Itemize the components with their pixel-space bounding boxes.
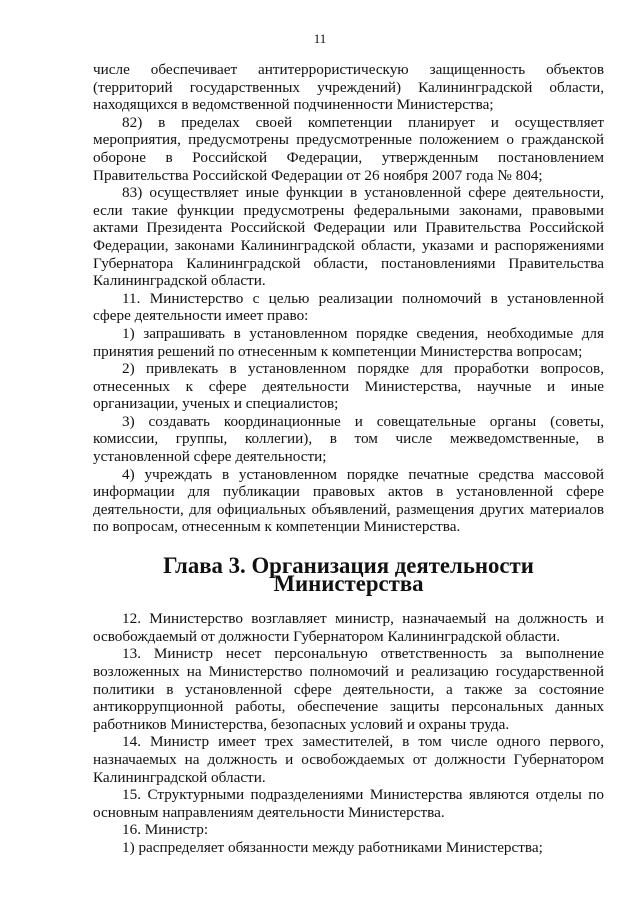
paragraph-right-3: 3) создавать координационные и совещательные органы (советы, комиссии, группы, коллегии), в том числе межведомственные, в установленной сфере деятельности; bbox=[93, 412, 604, 466]
paragraph-right-1: 1) запрашивать в установленном порядке сведения, необходимые для принятия решений по отнесенным к компетенции Министерства вопросам; bbox=[93, 324, 604, 360]
paragraph-clause-12: 12. Министерство возглавляет министр, назначаемый на должность и освобождаемый от должности Губернатором Калининградской области. bbox=[93, 610, 604, 645]
paragraph-clause-16: 16. Министр: bbox=[122, 821, 209, 839]
paragraph-clause-14: 14. Министр имеет трех заместителей, в том числе одного первого, назначаемых на должность и освобождаемых от должности Губернатором Калининградской области. bbox=[93, 733, 604, 786]
paragraph-right-4: 4) учреждать в установленном порядке печатные средства массовой информации для публикации правовых актов в установленной сфере деятельности, для официальных объявлений, размещения других материалов по вопросам, отнесенным к компетенции Министерства. bbox=[93, 465, 604, 536]
paragraph-continuation: числе обеспечивает антитеррористическую защищенность объектов (территорий государственных учреждений) Калининградской области, находящихся в ведомственной подчиненности Министерства; bbox=[93, 61, 604, 114]
paragraph-clause-13: 13. Министр несет персональную ответственность за выполнение возложенных на Министерство полномочий и реализацию государственной политики в установленной сфере деятельности, а также за состояние антикоррупционной работы, обеспечение защиты персональных данных работников Министерства, безопасных условий и охраны труда. bbox=[93, 645, 604, 733]
paragraph-item-82: 82) в пределах своей компетенции планирует и осуществляет мероприятия, предусмотрены предусмотренные положением о гражданской обороне в Российской Федерации, утвержденным постановлением Правительства Российской Федерации от 26 ноября 2007 года № 804; bbox=[93, 113, 604, 184]
paragraph-clause-11: 11. Министерство с целью реализации полномочий в установленной сфере деятельности имеет право: bbox=[93, 289, 604, 325]
paragraph-item-83: 83) осуществляет иные функции в установленной сфере деятельности, если такие функции предусмотрены федеральными законами, правовыми актами Президента Российской Федерации или Правительства Российской Федерации, законами Калининградской области, указами и распоряжениями Губернатора Калининградской области, постановлениями Правительства Калининградской области. bbox=[93, 184, 604, 290]
document-body bbox=[93, 61, 604, 857]
paragraph-right-2: 2) привлекать в установленном порядке для проработки вопросов, отнесенных к сфере деятельности Министерства, научные и иные организации, ученых и специалистов; bbox=[93, 360, 604, 413]
chapter-heading: Глава 3. Организация деятельности Министерства bbox=[163, 553, 534, 596]
paragraph-clause-15: 15. Структурными подразделениями Министерства являются отделы по основным направлениям деятельности Министерства. bbox=[93, 786, 604, 821]
paragraph-minister-duty-1: 1) распределяет обязанности между работниками Министерства; bbox=[122, 838, 543, 856]
page-number: 11 bbox=[313, 31, 327, 46]
